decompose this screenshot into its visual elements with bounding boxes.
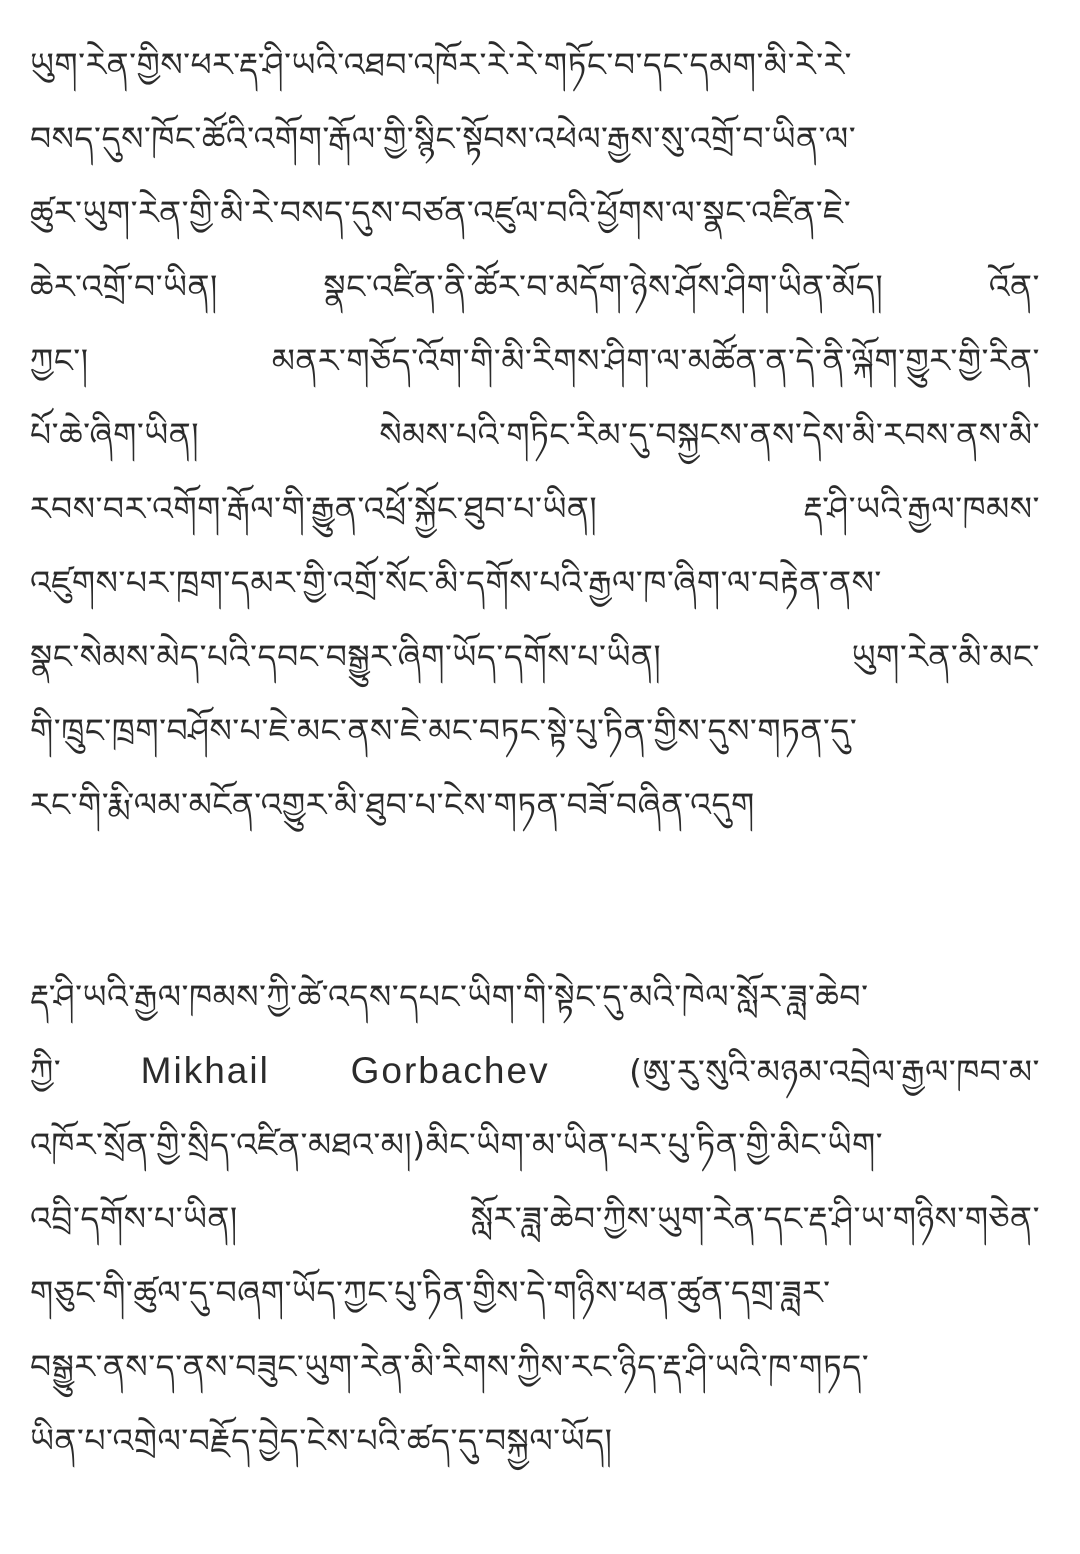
text-segment: ཀྱི་	[30, 1052, 62, 1091]
person-name: Mikhail Gorbachev	[140, 1050, 550, 1091]
text-line: ཆེར་འགྲོ་བ་ཡིན། སྣང་འཛིན་ནི་ཚོར་བ་མདོག་ཉེས་ཤོས་ཤིག་ཡིན་མོད། འོན་	[30, 267, 1040, 306]
text-line: ཡུག་རེན་གྱིས་ཕར་རྡ་ཤི་ཡའི་འཐབ་འཁོར་རེ་རེ་གཏོང་བ་དང་དམག་མི་རེ་རེ་	[30, 45, 852, 84]
text-line: སྣང་སེམས་མེད་པའི་དབང་བསྒྱུར་ཞིག་ཡོད་དགོས་པ་ཡིན། ཡུག་རེན་མི་མང་	[30, 637, 1040, 676]
text-line: འཛུགས་པར་ཁྲག་དམར་གྱི་འགྲོ་སོང་མི་དགོས་པའི་རྒྱལ་ཁ་ཞིག་ལ་བརྟེན་ནས་	[30, 563, 882, 602]
text-line: བསྒྱུར་ནས་ད་ནས་བཟུང་ཡུག་རེན་མི་རིགས་ཀྱིས་རང་ཉིད་རྡ་ཤི་ཡའི་ཁ་གཏད་	[30, 1347, 870, 1386]
text-line: ཚུར་ཡུག་རེན་གྱི་མི་རེ་བསད་དུས་བཙན་འཛུལ་བའི་ཕྱོགས་ལ་སྣང་འཛིན་ཇེ་	[30, 193, 852, 232]
text-line: བསད་དུས་ཁོང་ཚོའི་འགོག་རྒོལ་གྱི་སྙིང་སྟོབས་འཕེལ་རྒྱས་སུ་འགྲོ་བ་ཡིན་ལ་	[30, 119, 857, 158]
text-line: ཡིན་པ་འགྲེལ་བརྗོད་བྱེད་ངེས་པའི་ཚད་དུ་བསྐྱལ་ཡོད།	[30, 1421, 613, 1460]
text-line: གཅུང་གི་ཚུལ་དུ་བཞག་ཡོད་ཀྱང་པུ་ཏིན་གྱིས་དེ་གཉིས་ཕན་ཚུན་དགྲ་ཟླར་	[30, 1273, 831, 1312]
text-line: རབས་བར་འགོག་རྒོལ་གི་རྒྱུན་འཕྲོ་སྐྱོང་ཐུབ་པ་ཡིན། རྡ་ཤི་ཡའི་རྒྱལ་ཁམས་	[30, 489, 1040, 528]
text-line: འབྲི་དགོས་པ་ཡིན། སློར་ཟླ་ཆེབ་ཀྱིས་ཡུག་རེན་དང་རྡ་ཤི་ཡ་གཉིས་གཅེན་	[30, 1199, 1040, 1238]
text-line: གི་ཁྲུང་ཁྲག་བཤོས་པ་ཇེ་མང་ནས་ཇེ་མང་བཏང་སྟེ་པུ་ཏིན་གྱིས་དུས་གཏན་དུ་	[30, 711, 858, 750]
text-segment: (ཨུ་རུ་སུའི་མཉམ་འབྲེལ་རྒྱལ་ཁབ་མ་	[629, 1052, 1040, 1091]
text-line: པོ་ཆེ་ཞིག་ཡིན། སེམས་པའི་གཏིང་རིམ་དུ་བསྐྱངས་ནས་དེས་མི་རབས་ནས་མི་	[30, 415, 1040, 454]
text-line: རང་གི་རྨི་ལམ་མངོན་འགྱུར་མི་ཐུབ་པ་ངེས་གཏན་བཟོ་བཞིན་འདུག	[30, 785, 755, 824]
text-line: འཁོར་སྲོན་གྱི་སྲིད་འཛིན་མཐའ་མ།)མིང་ཡིག་མ་ཡིན་པར་པུ་ཏིན་གྱི་མིང་ཡིག་	[30, 1125, 884, 1164]
paragraph-2	[30, 960, 1040, 1478]
text-line: རྡ་ཤི་ཡའི་རྒྱལ་ཁམས་ཀྱི་ཚེ་འདས་དཔང་ཡིག་གི་སྟེང་དུ་མའི་ཁེལ་སློར་ཟླ་ཆེབ་	[30, 977, 869, 1016]
text-line: ཀྱང་། མནར་གཅོད་འོག་གི་མི་རིགས་ཤིག་ལ་མཚོན་ན་དེ་ནི་ལྐོག་གྱུར་གྱི་རིན་	[30, 341, 1040, 380]
text-line-with-name	[30, 1034, 1040, 1108]
paragraph-1	[30, 28, 1040, 842]
